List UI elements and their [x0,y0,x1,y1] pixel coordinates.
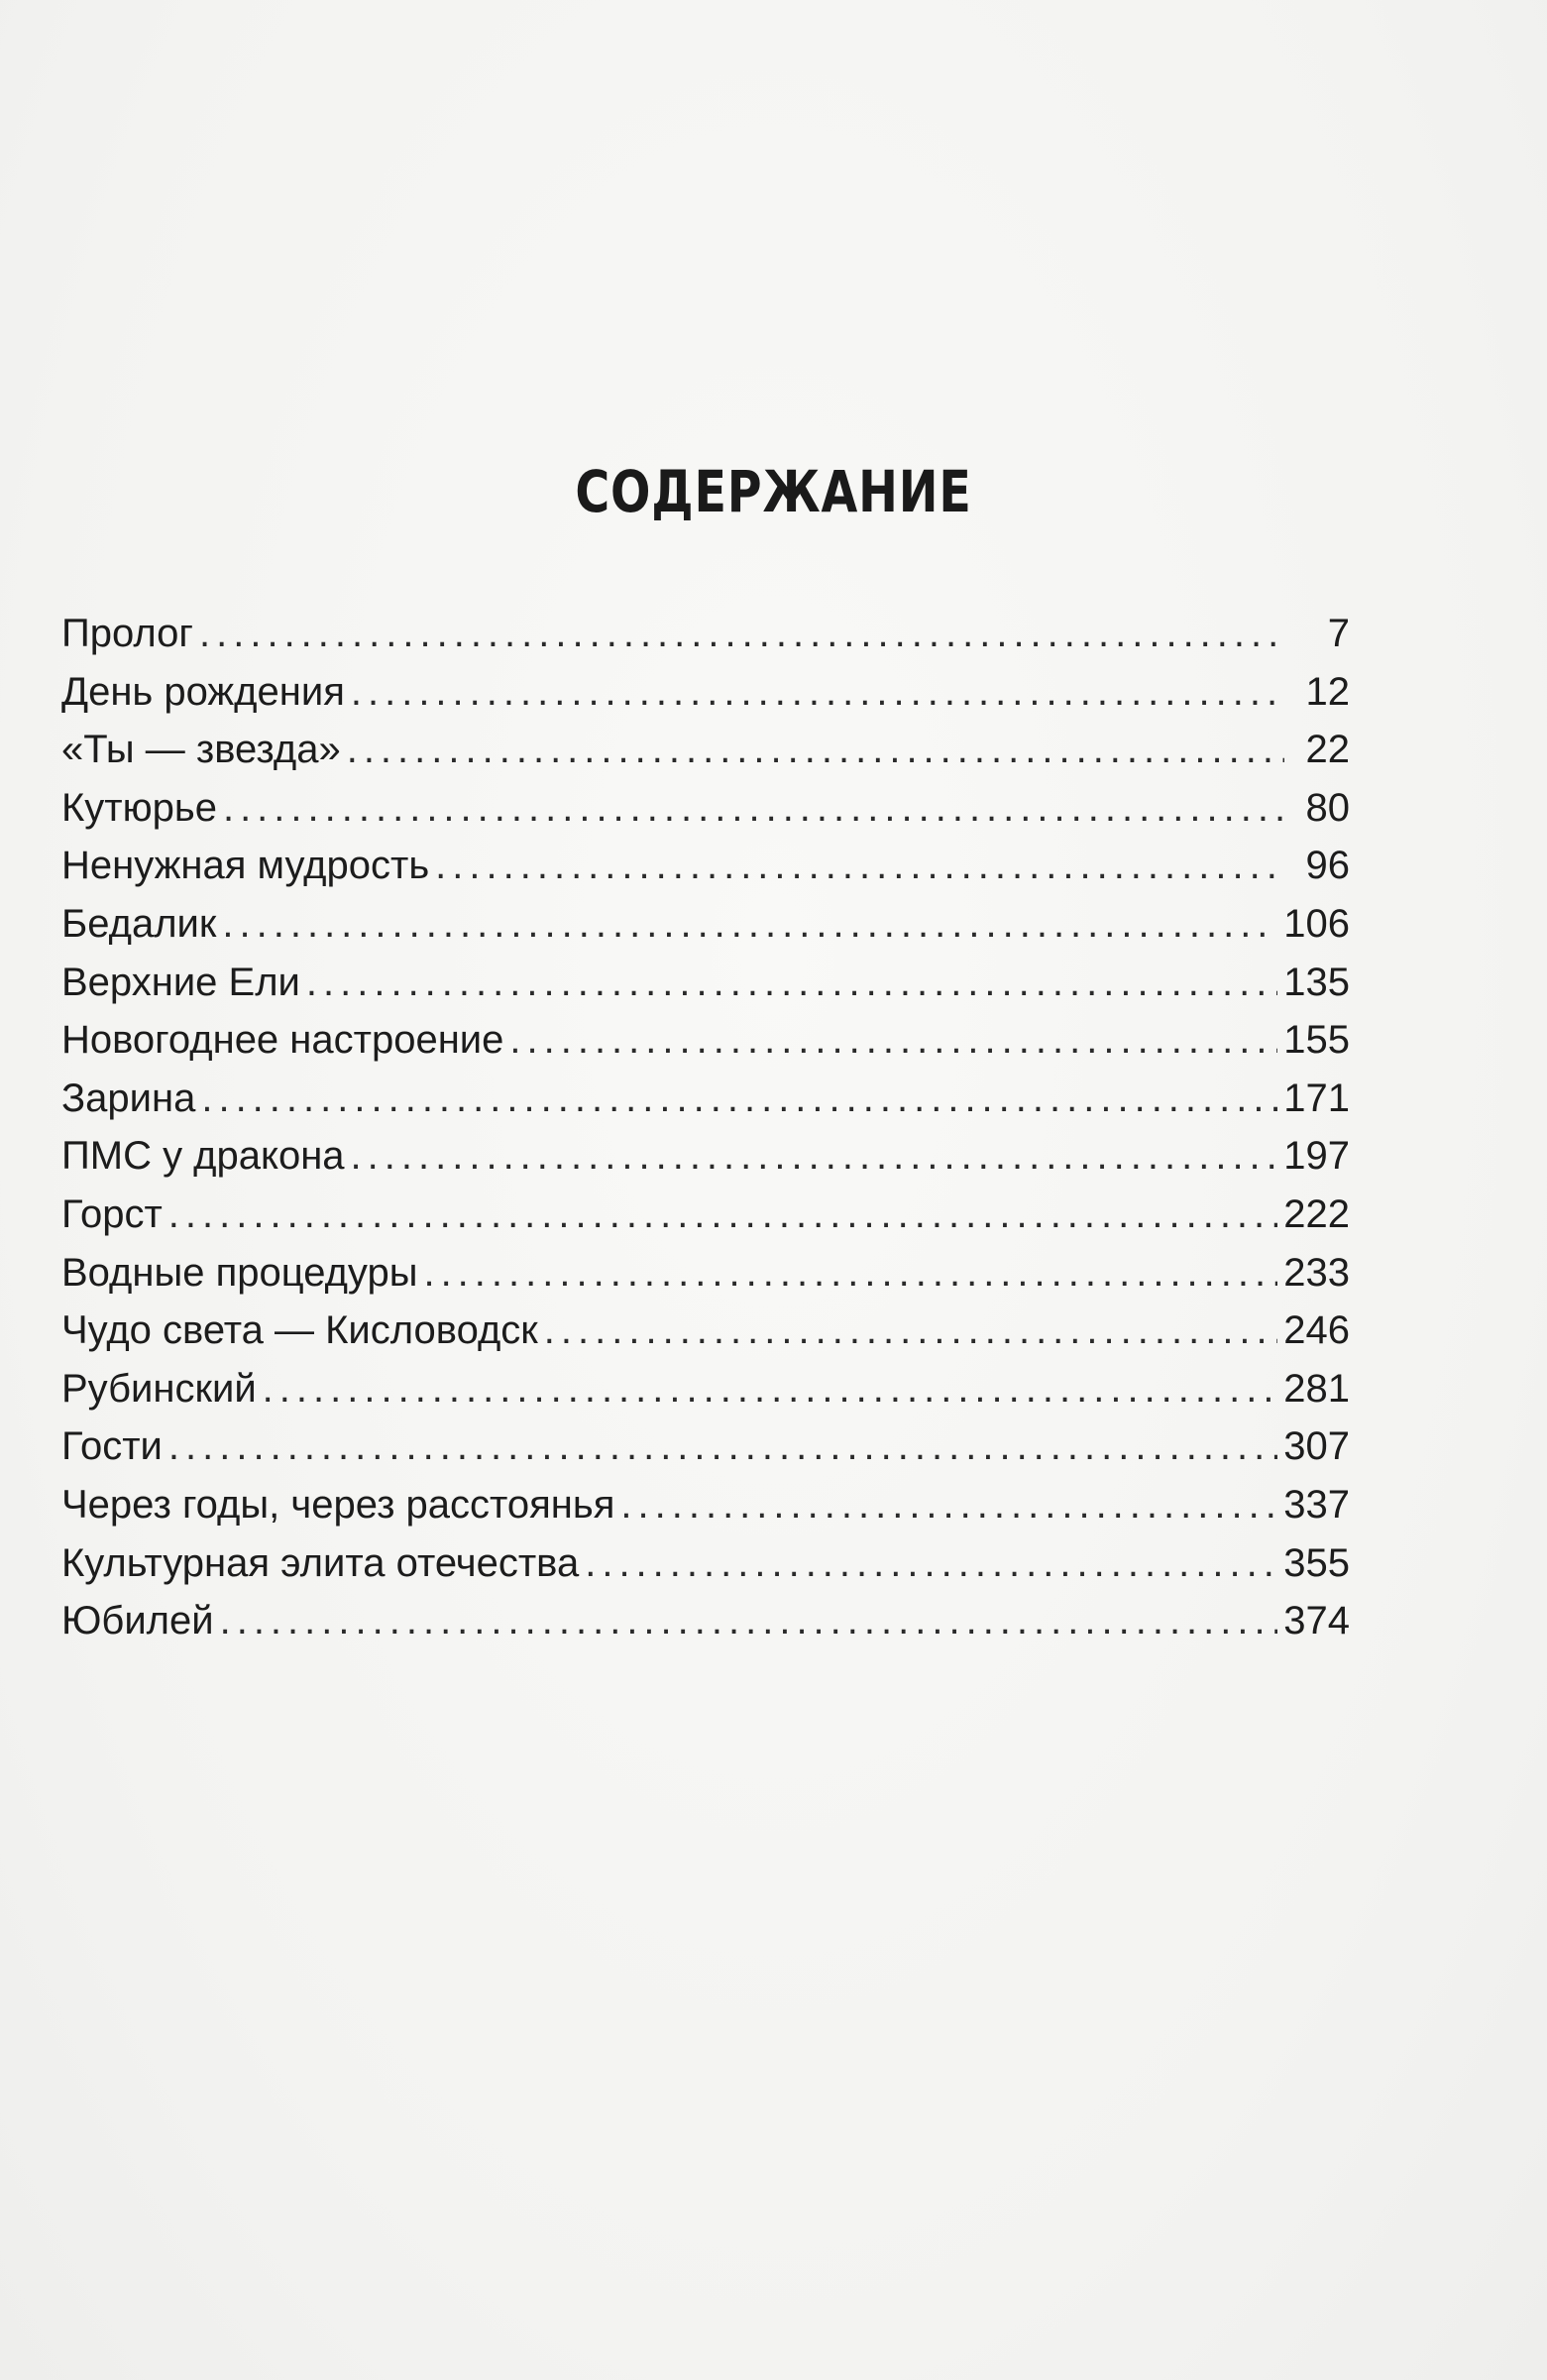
toc-leader-dots [620,1476,1277,1533]
toc-entry-label: Верхние Ели [61,960,300,1004]
toc-entry [61,605,1350,663]
toc-entry-page-number: 80 [1305,785,1350,830]
toc-entry-label: Горст [61,1191,163,1236]
toc-entry-label: Пролог [61,612,193,655]
toc-entry-label: Юбилей [61,1599,214,1643]
toc-entry [61,1011,1350,1070]
table-of-contents [61,605,1350,1650]
toc-entry [61,1244,1350,1303]
toc-entry-page-number: 22 [1305,728,1350,772]
toc-entry-page-number: 355 [1283,1540,1350,1585]
toc-entry [61,1070,1350,1128]
toc-leader-dots [220,1592,1278,1649]
toc-entry [61,1360,1350,1418]
toc-entry-label: Ненужная мудрость [61,844,430,888]
toc-entry [61,721,1350,779]
toc-entry-label: Культурная элита отечества [61,1540,580,1585]
toc-entry-label: Кутюрье [61,785,217,830]
toc-entry-label: «Ты — звезда» [61,728,341,772]
toc-entry [61,895,1350,954]
toc-entry-page-number: 374 [1283,1599,1350,1643]
toc-leader-dots [351,663,1284,721]
toc-entry [61,1417,1350,1476]
toc-entry [61,1476,1350,1534]
toc-entry [61,1592,1350,1650]
toc-entry-page-number: 171 [1283,1076,1350,1120]
toc-entry-page-number: 197 [1283,1134,1350,1179]
toc-entry-page-number: 337 [1283,1482,1350,1527]
toc-entry-page-number: 281 [1283,1366,1350,1411]
toc-leader-dots [585,1534,1277,1592]
toc-entry-page-number: 307 [1283,1424,1350,1469]
toc-leader-dots [423,1244,1277,1302]
toc-leader-dots [347,721,1284,778]
toc-entry [61,1534,1350,1593]
toc-entry [61,779,1350,838]
toc-entry [61,663,1350,722]
toc-entry-label: Зарина [61,1076,196,1120]
toc-leader-dots [544,1302,1277,1359]
toc-leader-dots [306,954,1277,1011]
toc-entry-page-number: 7 [1327,612,1350,655]
toc-leader-dots [223,779,1284,837]
toc-entry-label: Рубинский [61,1366,257,1411]
toc-leader-dots [168,1417,1277,1475]
toc-entry-page-number: 96 [1305,844,1350,888]
toc-entry-label: Водные процедуры [61,1250,418,1295]
page-title: СОДЕРЖАНИЕ [575,458,972,525]
toc-entry [61,1127,1350,1186]
toc-entry-label: Через годы, через расстоянья [61,1482,615,1527]
toc-entry-page-number: 155 [1283,1018,1350,1063]
toc-entry-page-number: 222 [1283,1191,1350,1236]
toc-leader-dots [201,1070,1277,1127]
toc-entry-label: Бедалик [61,901,217,946]
toc-entry-page-number: 233 [1283,1250,1350,1295]
toc-leader-dots [199,605,1284,662]
toc-leader-dots [509,1011,1277,1069]
toc-entry-label: Чудо света — Кисловодск [61,1308,538,1353]
toc-entry [61,954,1350,1012]
toc-entry-page-number: 135 [1283,960,1350,1004]
toc-entry-page-number: 12 [1305,669,1350,714]
toc-leader-dots [222,895,1277,953]
toc-entry [61,1302,1350,1360]
toc-entry-page-number: 246 [1283,1308,1350,1353]
toc-entry-label: ПМС у дракона [61,1134,345,1179]
toc-leader-dots [351,1127,1278,1185]
toc-entry-label: Новогоднее настроение [61,1018,504,1063]
toc-entry [61,837,1350,895]
toc-leader-dots [263,1360,1278,1417]
toc-entry [61,1186,1350,1244]
toc-entry-page-number: 106 [1283,901,1350,946]
toc-entry-label: День рождения [61,669,345,714]
toc-leader-dots [435,837,1284,894]
toc-entry-label: Гости [61,1424,163,1469]
toc-leader-dots [168,1186,1277,1243]
